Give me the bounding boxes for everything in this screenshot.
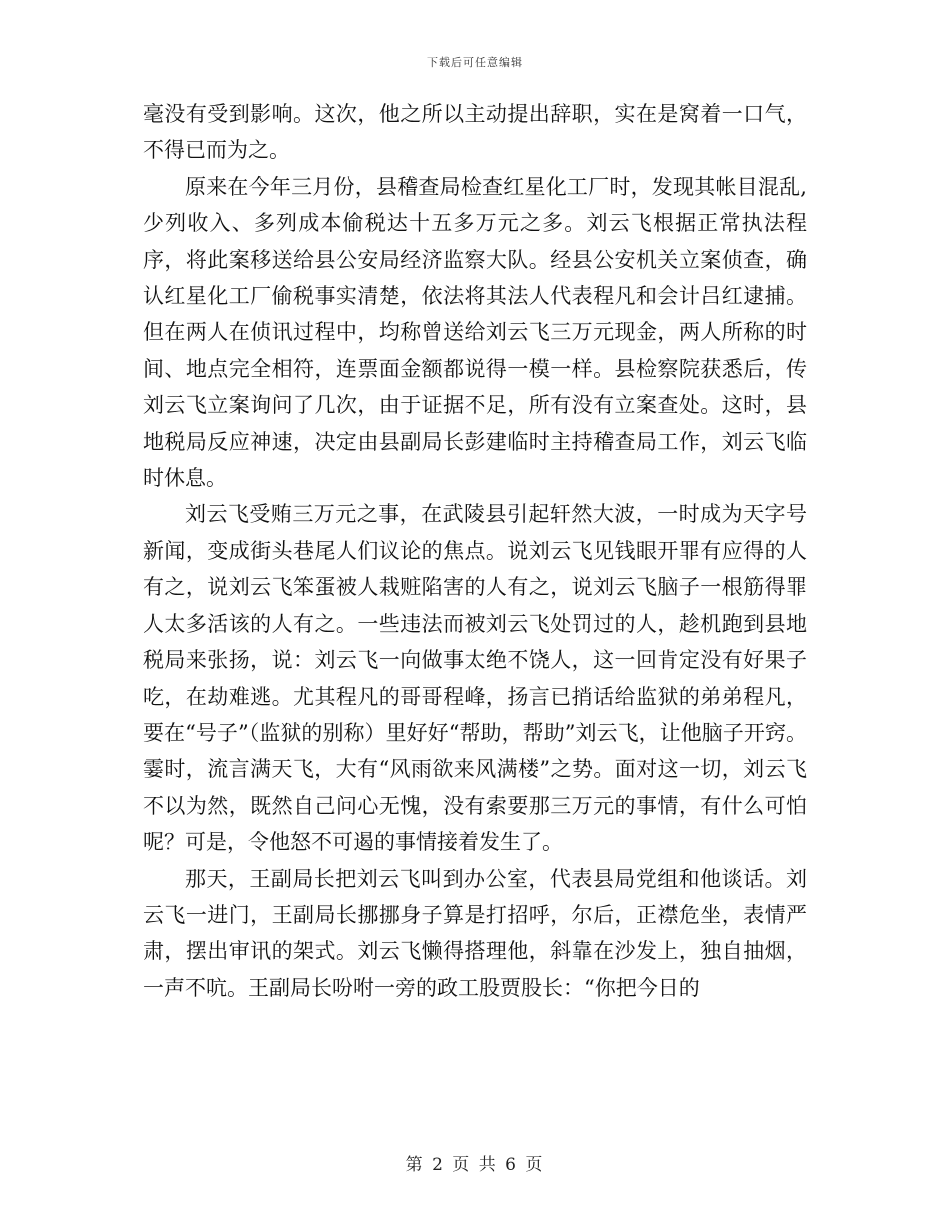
paragraph-tax-investigation: 原来在今年三月份，县稽查局检查红星化工厂时，发现其帐目混乱,少列收入、多列成本偷税达十五多万元之多。刘云飞根据正常执法程序，将此案移送给县公安局经济监察大队。经县公安机关立案侦查，确认红星化工厂偷税事实清楚，依法将其法人代表程凡和会计吕红逮捕。但在两人在侦讯过程中，均称曾送给刘云飞三万元现金，两人所称的时间、地点完全相符，连票面金额都说得一模一样。县检察院获悉后，传刘云飞立案询问了几次，由于证据不足，所有没有立案查处。这时，县地税局反应神速，决定由县副局长彭建临时主持稽查局工作，刘云飞临时休息。 <box>143 174 807 491</box>
paragraph-continuation: 毫没有受到影响。这次，他之所以主动提出辞职，实在是窝着一口气，不得已而为之。 <box>143 102 807 163</box>
paragraph-office-talk: 那天，王副局长把刘云飞叫到办公室，代表县局党组和他谈话。刘云飞一进门，王副局长挪挪身子算是打招呼，尔后，正襟危坐，表情严肃，摆出审讯的架式。刘云飞懒得搭理他，斜靠在沙发上，独自抽烟，一声不吭。王副局长吩咐一旁的政工股贾股长：“你把今日的 <box>143 866 807 1000</box>
page-number: 第 2 页 共 6 页 <box>405 1155 545 1175</box>
document-body <box>143 96 807 1006</box>
page-header-note: 下载后可任意编辑 <box>427 56 523 69</box>
paragraph-bribery-rumors: 刘云飞受贿三万元之事，在武陵县引起轩然大波，一时成为天字号新闻，变成街头巷尾人们议论的焦点。说刘云飞见钱眼开罪有应得的人有之，说刘云飞笨蛋被人栽赃陷害的人有之，说刘云飞脑子一根筋得罪人太多活该的人有之。一些违法而被刘云飞处罚过的人，趁机跑到县地税局来张扬，说：刘云飞一向做事太绝不饶人，这一回肯定没有好果子吃，在劫难逃。尤其程凡的哥哥程峰，扬言已捎话给监狱的弟弟程凡，要在“号子”（监狱的别称）里好好“帮助，帮助”刘云飞，让他脑子开窍。霎时，流言满天飞，大有“风雨欲来风满楼”之势。面对这一切，刘云飞不以为然，既然自己问心无愧，没有索要那三万元的事情，有什么可怕呢？可是，令他怒不可遏的事情接着发生了。 <box>143 502 807 855</box>
